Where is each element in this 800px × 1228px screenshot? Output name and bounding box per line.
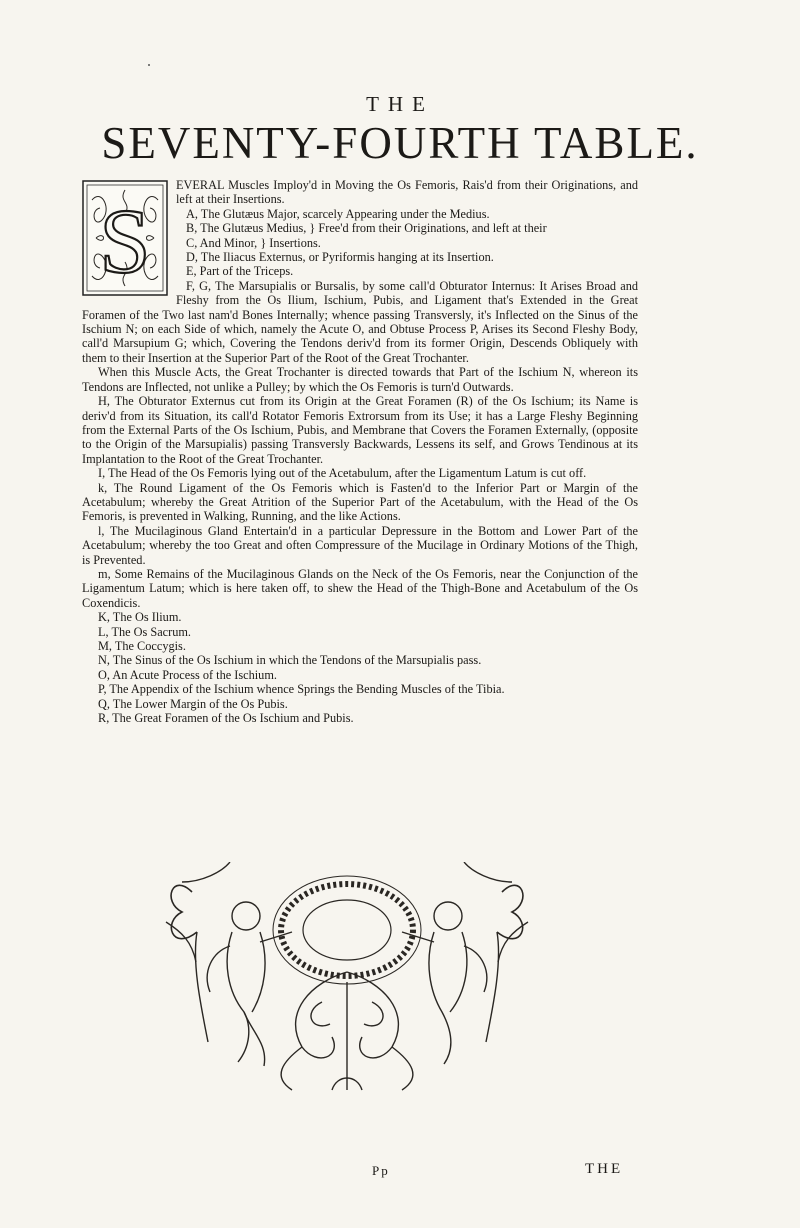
paragraph-intro: EVERAL Muscles Imploy'd in Moving the Os Femoris, Rais'd from their Originations, and left at their Insertions. <box>176 178 638 207</box>
list-item-m-upper: M, The Coccygis. <box>98 639 186 653</box>
list-item-l-upper: L, The Os Sacrum. <box>98 624 192 639</box>
list-item-d: D, The Iliacus Externus, or Pyriformis hanging at its Insertion. <box>186 250 494 265</box>
list-item-fg: F, G, The Marsupialis or Bursalis, by some call'd Obturator Internus: It Arises Broad and Fleshy from the Os Ilium, Ischium, Pubis, and Ligament that's Extended in the Great Foramen of the Two last nam'd Bones Internally; whence passing Transversly, it's Inflected on the Sinus of the Ischium N; on each Side of which, namely the Acute O, and Obtuse Process P, Arises its Second Fleshy Body, call'd Marsupium G; which, Covering the Tendons deriv'd from its former Origin, Descends Obliquely with them to their Insertion at the Superior Part of the Root of the Great Trochanter. <box>82 278 638 365</box>
paper-speck <box>148 64 150 66</box>
list-item-n: N, The Sinus of the Os Ischium in which the Tendons of the Marsupialis pass. <box>98 653 482 668</box>
catchword: THE <box>585 1161 624 1177</box>
list-item-b: B, The Glutæus Medius, } Free'd from their Originations, and left at their <box>186 221 547 236</box>
signature-mark: Pp <box>372 1163 390 1178</box>
list-item-q: Q, The Lower Margin of the Os Pubis. <box>98 696 288 711</box>
list-item-h: H, The Obturator Externus cut from its Origin at the Great Foramen (R) of the Os Ischium; its Name is deriv'd from its Situation, its call'd Rotator Femoris Extrorsum from its Use; it has a Large Fleshy Beginning from the External Parts of the Os Ischium, Pubis, and Membrane that Covers the Foramen Externally, (opposite to the Origin of the Marsupialis) passing Transversly Backwards, Lessens its self, and Grows Tendinous at its Implantation to the Root of the Great Trochanter. <box>82 394 638 466</box>
list-item-k: k, The Round Ligament of the Os Femoris which is Fasten'd to the Inferior Part or Margin of the Acetabulum; whereby the Great Atrition of the Superior Part of the Acetabulum, with the Head of the Os Femoris, is prevented in Walking, Running, and the like Actions. <box>82 480 638 524</box>
list-item-i: I, The Head of the Os Femoris lying out of the Acetabulum, after the Ligamentum Latum is cut off. <box>98 466 587 481</box>
list-item-o: O, An Acute Process of the Ischium. <box>98 667 277 682</box>
paragraph-action: When this Muscle Acts, the Great Trochanter is directed towards that Part of the Ischium N, whereon its Tendons are Inflected, not unlike a Pulley; by which the Os Femoris is turn'd Outwards. <box>82 365 638 394</box>
decorated-initial-s <box>82 180 168 296</box>
list-item-p: P, The Appendix of the Ischium whence Springs the Bending Muscles of the Tibia. <box>98 682 505 697</box>
dropcap-letter: S <box>99 190 151 292</box>
page-title: SEVENTY-FOURTH TABLE. <box>101 118 699 168</box>
heading-the: THE <box>366 92 434 116</box>
body-text <box>82 178 638 725</box>
list-item-a: A, The Glutæus Major, scarcely Appearing under the Medius. <box>186 206 490 221</box>
list-item-k-upper: K, The Os Ilium. <box>98 610 182 625</box>
list-item-m: m, Some Remains of the Mucilaginous Glands on the Neck of the Os Femoris, near the Conjunction of the Ligamentum Latum; which is here taken off, to shew the Head of the Thigh-Bone and Acetabulum of the Os Coxendicis. <box>82 566 638 610</box>
tailpiece-ornament <box>152 862 542 1098</box>
list-item-r: R, The Great Foramen of the Os Ischium and Pubis. <box>98 711 354 726</box>
list-item-l: l, The Mucilaginous Gland Entertain'd in a particular Depressure in the Bottom and Lower Part of the Acetabulum; whereby the too Great and often Compressure of the Mucilage in Ordinary Motions of the Thigh, is Prevented. <box>82 523 638 567</box>
list-item-c: C, And Minor, } Insertions. <box>186 235 321 250</box>
list-item-e: E, Part of the Triceps. <box>186 264 294 279</box>
